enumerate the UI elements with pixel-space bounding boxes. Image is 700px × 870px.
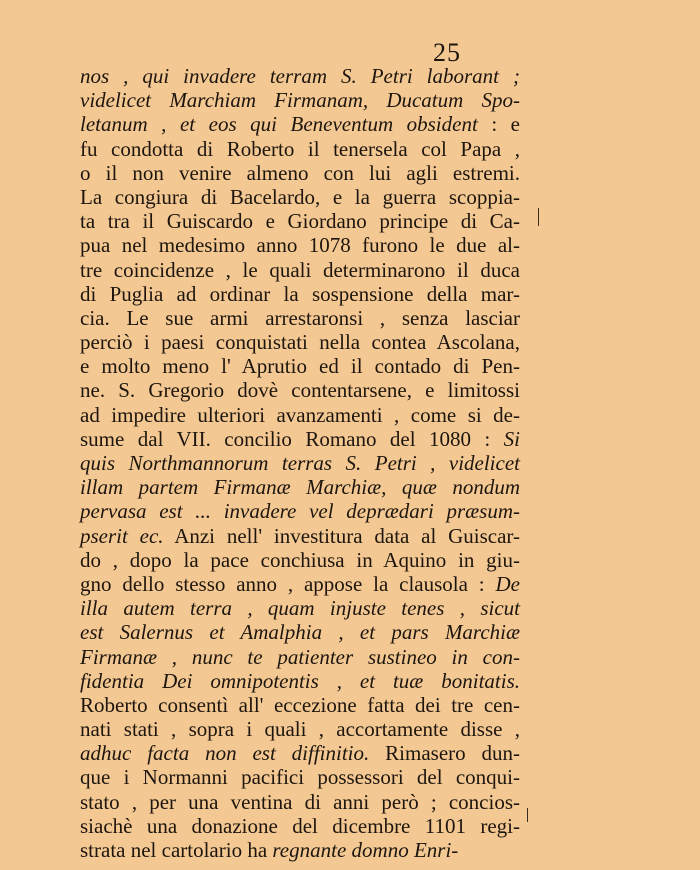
text-line xyxy=(80,88,520,112)
text-line xyxy=(80,596,520,620)
page-number: 25 xyxy=(433,38,461,67)
text-line xyxy=(80,524,520,548)
text-line xyxy=(80,306,520,330)
italic-text: illa autem terra , quam injuste tenes , sicut xyxy=(80,596,520,621)
text-line xyxy=(80,693,520,717)
text-line xyxy=(80,185,520,209)
text-line xyxy=(80,790,520,814)
text-line xyxy=(80,838,520,862)
text-line xyxy=(80,717,520,741)
text-segment: gno dello stesso anno , appose la clausola : xyxy=(80,571,496,596)
text-segment: sume dal VII. concilio Romano del 1080 : xyxy=(80,426,504,451)
text-line xyxy=(80,548,520,572)
text-segment: tre coincidenze , le quali determinarono il duca xyxy=(80,257,520,282)
text-segment: pua nel medesimo anno 1078 furono le due al- xyxy=(80,233,520,258)
italic-text: nos , xyxy=(80,64,143,88)
italic-text: pervasa est ... invadere vel deprædari præsum- xyxy=(80,499,520,524)
text-line xyxy=(80,499,520,523)
italic-text: De xyxy=(495,571,520,596)
italic-text: qui invadere terram S. Petri laborant ; xyxy=(142,64,520,88)
body-text xyxy=(80,64,520,862)
text-segment: Roberto consentì all' eccezione fatta dei tre cen- xyxy=(80,692,520,717)
text-segment: : e xyxy=(477,112,520,137)
italic-text: est Salernus et Amalphia , et pars Marchiæ xyxy=(80,620,520,645)
text-line xyxy=(80,378,520,402)
text-line xyxy=(80,427,520,451)
text-line xyxy=(80,161,520,185)
italic-text: adhuc facta non est diffinitio. xyxy=(80,741,370,766)
italic-text: fidentia Dei omnipotentis , et tuæ bonitatis. xyxy=(80,668,520,693)
text-segment: siachè una donazione del dicembre 1101 regi- xyxy=(80,813,520,838)
margin-mark xyxy=(527,808,528,822)
text-line xyxy=(80,645,520,669)
text-line xyxy=(80,403,520,427)
text-line xyxy=(80,572,520,596)
italic-text: quis Northmannorum terras S. Petri , videlicet xyxy=(80,451,520,475)
text-line xyxy=(80,64,520,88)
text-line xyxy=(80,765,520,789)
text-segment: ta tra il Guiscardo e Giordano principe di Ca- xyxy=(80,209,520,234)
italic-text: pserit ec. xyxy=(80,523,164,548)
text-segment: nati stati , sopra i quali , accortamente disse , xyxy=(80,717,520,742)
italic-text: videlicet Marchiam Firmanam, Ducatum Spo- xyxy=(80,88,520,113)
margin-mark xyxy=(538,208,539,226)
text-line xyxy=(80,814,520,838)
italic-text: Si xyxy=(503,426,520,451)
italic-text: Firmanæ , nunc te patienter sustineo in con- xyxy=(80,644,520,669)
text-segment: ne. S. Gregorio dovè contentarsene, e limitossi xyxy=(80,378,520,403)
text-line xyxy=(80,137,520,161)
text-segment: strata nel cartolario ha xyxy=(80,838,273,862)
text-segment: Rimasero dun- xyxy=(369,741,521,766)
text-line xyxy=(80,112,520,136)
text-line xyxy=(80,330,520,354)
text-segment: o il non venire almeno con lui agli estremi. xyxy=(80,160,520,185)
text-segment: ad impedire ulteriori avanzamenti , come si de- xyxy=(80,402,520,427)
text-segment: fu condotta di Roberto il tenersela col Papa , xyxy=(80,136,520,161)
text-line xyxy=(80,451,520,475)
text-segment: La congiura di Bacelardo, e la guerra scoppia- xyxy=(80,184,520,209)
text-line xyxy=(80,669,520,693)
text-line xyxy=(80,209,520,233)
text-segment: di Puglia ad ordinar la sospensione della mar- xyxy=(80,281,520,306)
text-segment: stato , per una ventina di anni però ; concios- xyxy=(80,789,520,814)
text-line xyxy=(80,233,520,257)
text-line xyxy=(80,620,520,644)
text-line xyxy=(80,741,520,765)
italic-text: regnante domno Enri- xyxy=(272,838,459,862)
text-line xyxy=(80,258,520,282)
text-line xyxy=(80,475,520,499)
text-segment: do , dopo la pace conchiusa in Aquino in giu- xyxy=(80,547,520,572)
text-segment: cia. Le sue armi arrestaronsi , senza lasciar xyxy=(80,305,520,330)
text-line xyxy=(80,354,520,378)
italic-text: letanum , et eos qui Beneventum obsident xyxy=(80,112,478,137)
italic-text: illam partem Firmanæ Marchiæ, quæ nondum xyxy=(80,475,520,500)
text-segment: perciò i paesi conquistati nella contea Ascolana, xyxy=(80,330,520,355)
text-segment: e molto meno l' Aprutio ed il contado di Pen- xyxy=(80,354,520,379)
text-line xyxy=(80,282,520,306)
text-segment: Anzi nell' investitura data al Guiscar- xyxy=(163,523,521,548)
text-segment: que i Normanni pacifici possessori del conqui- xyxy=(80,765,520,790)
